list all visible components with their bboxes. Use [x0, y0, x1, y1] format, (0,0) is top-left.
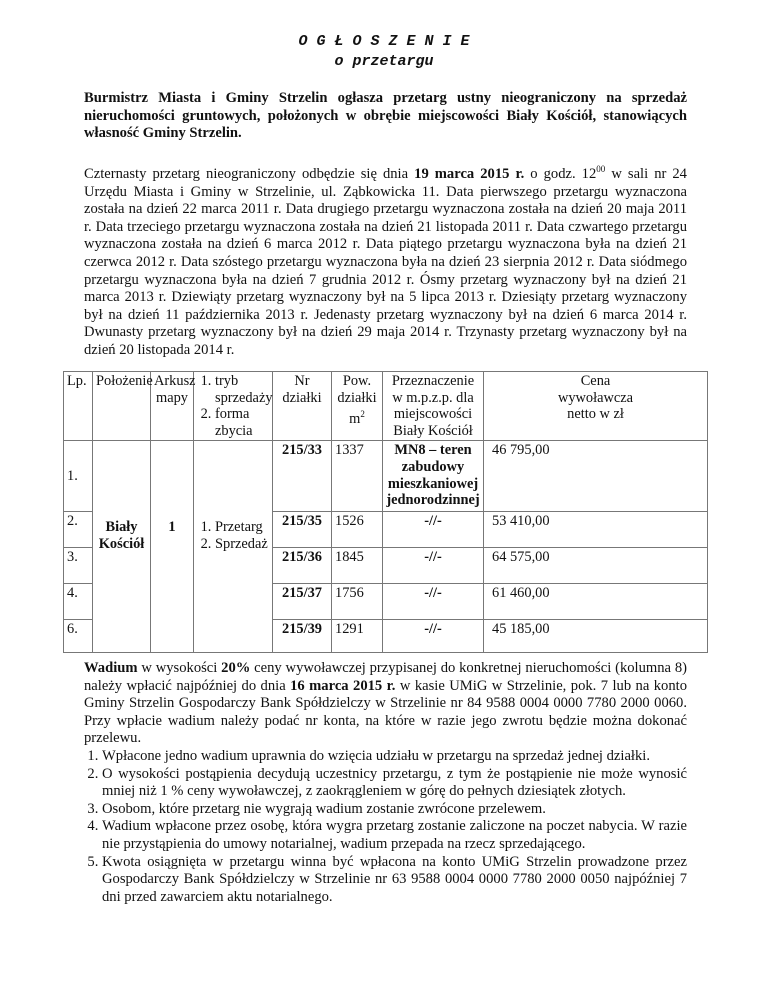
header-arkusz: Arkusz mapy [151, 372, 194, 441]
text: 2 [360, 409, 365, 420]
header-tryb-1: 1. tryb sprzedaży [215, 373, 269, 406]
cell-nr: 215/33 [273, 441, 332, 512]
cell-lp: 2. [64, 512, 93, 548]
header-cena: Cena wywoławcza netto w zł [484, 372, 708, 441]
text: ceny wywoławczej przypisanej do konkretnej nieruchomości (kolumna 8) należy wpłacić najpóźniej do dnia [84, 660, 687, 694]
header-lp: Lp. [64, 372, 93, 441]
cell-cena: 61 460,00 [484, 584, 708, 620]
cell-tryb [194, 441, 273, 653]
cell-przeznaczenie: -//- [383, 512, 484, 548]
cell-nr: 215/37 [273, 584, 332, 620]
text: w wysokości [137, 660, 222, 676]
header-tryb-2: 2. forma zbycia [215, 406, 269, 439]
cell-nr: 215/35 [273, 512, 332, 548]
cell-cena: 45 185,00 [484, 620, 708, 653]
cell-lp: 3. [64, 548, 93, 584]
wadium-section [84, 660, 687, 906]
document-subtitle: o przetargu [334, 53, 434, 70]
list-item: 2. O wysokości postąpienia decydują uczestnicy przetargu, z tym że postąpienie nie może wynosić mniej niż 1 % ceny wywoławczej, z zaokrągleniem w górę do pełnych dziesiątek złotych. [102, 766, 687, 801]
table-header-row [64, 372, 708, 441]
cell-pow: 1756 [332, 584, 383, 620]
cell-polozenie: Biały Kościół [93, 441, 151, 653]
intro-paragraph: Burmistrz Miasta i Gminy Strzelin ogłasza przetarg ustny nieograniczony na sprzedaż nieruchomości gruntowych, położonych w obrębie miejscowości Biały Kościół, stanowiących własność Gminy Strzelin. [84, 90, 687, 142]
wadium-paragraph [84, 660, 687, 748]
cell-cena: 53 410,00 [484, 512, 708, 548]
cell-pow: 1291 [332, 620, 383, 653]
table-row [64, 441, 708, 512]
header-przeznaczenie: Przeznaczenie w m.p.z.p. dla miejscowości Biały Kościół [383, 372, 484, 441]
text: 1. Przetarg [215, 519, 269, 536]
auction-date: 19 marca 2015 r. [414, 166, 525, 182]
text: w kasie UMiG w Strzelinie, pok. 7 lub na konto Gminy Strzelin Gospodarczy Bank Spółdzielczy w Strzelinie nr 84 9588 0004 0000 7780 2000 0060. Przy wpłacie wadium należy podać nr konta, na które w razie jego zwrotu będzie można dokonać przelewu. [84, 677, 687, 747]
text: Wadium [84, 660, 138, 676]
cell-arkusz: 1 [151, 441, 194, 653]
cell-pow: 1337 [332, 441, 383, 512]
plots-table [63, 371, 708, 653]
text: Czternasty przetarg nieograniczony odbędzie się dnia [84, 166, 415, 182]
list-item: 3. Osobom, które przetarg nie wygrają wadium zostanie zwrócone przelewem. [102, 801, 687, 819]
text: o godz. 12 [524, 166, 597, 182]
schedule-paragraph [84, 166, 687, 360]
list-item: 4. Wadium wpłacone przez osobę, która wygra przetarg zostanie zaliczone na poczet nabycia. W razie nie przystąpienia do umowy notarialnej, wadium przepada na rzecz sprzedającego. [102, 818, 687, 853]
cell-cena: 46 795,00 [484, 441, 708, 512]
cell-pow: 1845 [332, 548, 383, 584]
text: 20% [221, 660, 251, 676]
cell-nr: 215/36 [273, 548, 332, 584]
text: Pow. działki m [337, 373, 377, 427]
cell-nr: 215/39 [273, 620, 332, 653]
header-nr: Nr działki [273, 372, 332, 441]
cell-pow: 1526 [332, 512, 383, 548]
conditions-list [84, 748, 687, 906]
document-title: O G Ł O S Z E N I E [298, 33, 470, 50]
cell-przeznaczenie: -//- [383, 548, 484, 584]
cell-przeznaczenie: -//- [383, 620, 484, 653]
list-item: 1. Wpłacone jedno wadium uprawnia do wzięcia udziału w przetargu na sprzedaż jednej działki. [102, 748, 687, 766]
cell-lp: 1. [64, 441, 93, 512]
deadline-date: 16 marca 2015 r. [290, 677, 396, 694]
document-heading [0, 32, 768, 72]
cell-cena: 64 575,00 [484, 548, 708, 584]
header-pow [332, 372, 383, 441]
header-tryb [194, 372, 273, 441]
cell-lp: 6. [64, 620, 93, 653]
cell-przeznaczenie: MN8 – teren zabudowy mieszkaniowej jednorodzinnej [383, 441, 484, 512]
list-item: 5. Kwota osiągnięta w przetargu winna być wpłacona na konto UMiG Strzelin prowadzone przez Gospodarczy Bank Spółdzielczy w Strzelinie nr 63 9588 0004 0000 7780 2000 0050 najpóźniej 7 dni przed zawarciem aktu notarialnego. [102, 854, 687, 907]
cell-przeznaczenie: -//- [383, 584, 484, 620]
header-polozenie: Położenie [93, 372, 151, 441]
text: 2. Sprzedaż [215, 536, 269, 553]
cell-lp: 4. [64, 584, 93, 620]
time-minutes: 00 [596, 164, 606, 175]
text: w sali nr 24 Urzędu Miasta i Gminy w Strzelinie, ul. Ząbkowicka 11. Data pierwszego przetargu wyznaczona została na dzień 22 marca 2011 r. Data drugiego przetargu wyznaczona została na dzień 20 maja 2011 r. Data trzeciego przetargu wyznaczona została na dzień 21 listopada 2011 r. Data czwartego przetargu wyznaczona została na dzień 6 marca 2012 r. Data piątego przetargu wyznaczona była na dzień 21 czerwca 2012 r. Data szóstego przetargu wyznaczona była na dzień 23 sierpnia 2012 r. Data siódmego przetargu wyznaczona była na dzień 7 grudnia 2012 r. Ósmy przetarg wyznaczony był na dzień 21 marca 2013 r. Dziewiąty przetarg wyznaczony był na 5 lipca 2013 r. Dziesiąty przetarg wyznaczony był na dzień 11 października 2013 r. Jedenasty przetarg wyznaczony był na dzień 6 marca 2014 r. Dwunasty przetarg wyznaczony był na dzień 29 maja 2014 r. Trzynasty przetarg wyznaczony był na dzień 20 listopada 2014 r. [84, 166, 687, 358]
